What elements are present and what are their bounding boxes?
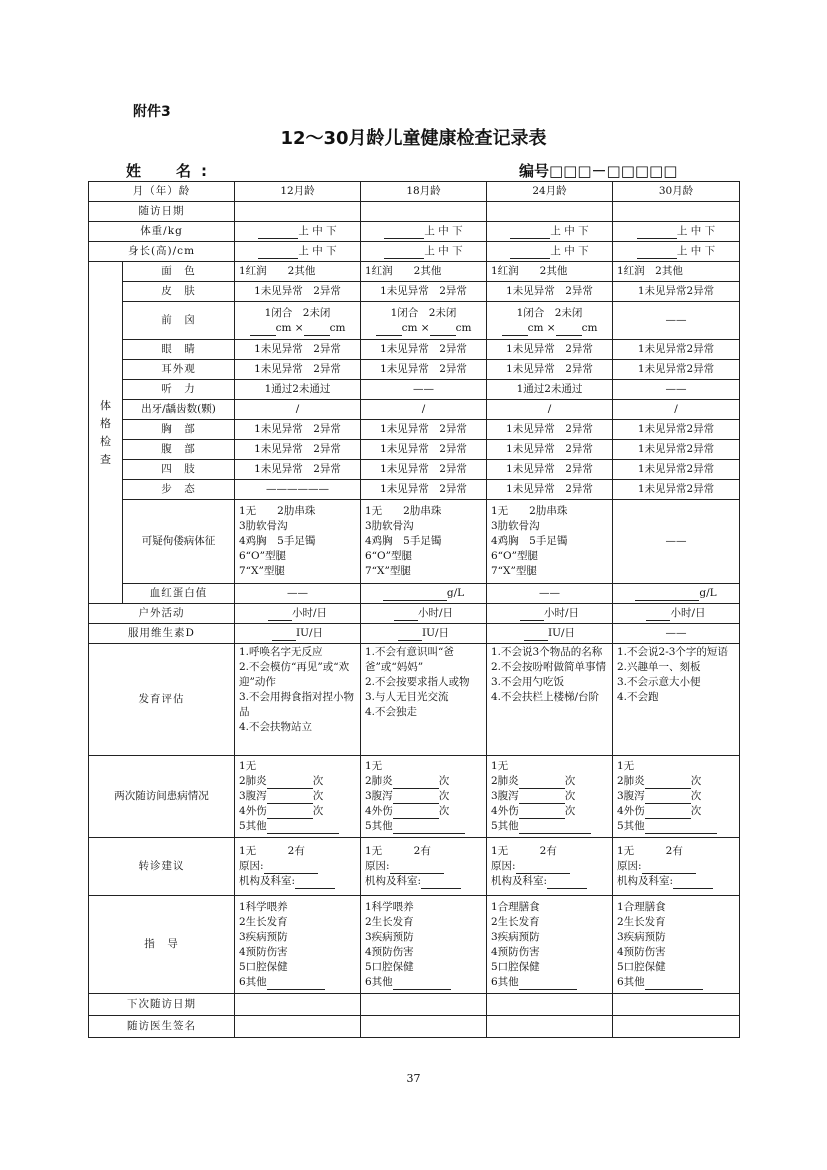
fontanelle-cell[interactable] [235, 302, 361, 340]
illness-item: 5其他 [491, 820, 519, 832]
referral-institution: 机构及科室: [617, 875, 674, 887]
development-label: 发育评估 [89, 644, 235, 756]
fontanelle-unit: cm [581, 321, 598, 334]
guidance-items: 1合理膳食 2生长发育 3疾病预防 4预防伤害 5口腔保健 [617, 900, 666, 973]
illness-item: 1无 [617, 760, 635, 772]
illness-item: 1无 [365, 760, 383, 772]
table-row [89, 400, 740, 420]
illness-item: 3腹泻 [365, 790, 393, 802]
table-row [89, 896, 740, 994]
illness-unit: 次 [690, 775, 702, 787]
visit-date-label: 随访日期 [89, 202, 235, 222]
height-options: 上 中 下 [424, 245, 463, 257]
table-row [89, 380, 740, 400]
referral-cell[interactable] [235, 838, 361, 896]
development-cell[interactable]: 1.呼唤名字无反应 2.不会模仿“再见”或“欢迎”动作 3.不会用拇食指对捏小物品 4.不会扶物站立 [235, 644, 361, 756]
limbs-cell[interactable]: 1未见异常2异常 [613, 460, 740, 480]
number-label: 编号□□□－□□□□□ [519, 162, 678, 180]
hearing-cell[interactable]: 1通过2未通过 [487, 380, 613, 400]
teeth-label: 出牙/龋齿数(颗) [123, 400, 235, 420]
weight-cell[interactable] [613, 222, 740, 242]
ears-cell[interactable]: 1未见异常 2异常 [235, 360, 361, 380]
body-check-char: 格 [100, 416, 111, 430]
doctor-signature-cell[interactable] [235, 1016, 361, 1038]
skin-cell[interactable]: 1未见异常2异常 [613, 282, 740, 302]
referral-institution: 机构及科室: [365, 875, 422, 887]
illness-unit: 次 [438, 805, 450, 817]
age-col-18: 18月龄 [361, 182, 487, 202]
abdomen-cell[interactable]: 1未见异常 2异常 [487, 440, 613, 460]
fontanelle-cell: —— [613, 302, 740, 340]
ears-cell[interactable]: 1未见异常 2异常 [361, 360, 487, 380]
visit-date-cell[interactable] [235, 202, 361, 222]
illness-cell[interactable] [487, 756, 613, 838]
outdoor-cell[interactable] [235, 604, 361, 624]
chest-cell[interactable]: 1未见异常 2异常 [235, 420, 361, 440]
hemoglobin-unit: g/L [699, 587, 717, 599]
chest-cell[interactable]: 1未见异常2异常 [613, 420, 740, 440]
guidance-other: 6其他 [491, 975, 519, 988]
illness-unit: 次 [312, 790, 324, 802]
weight-cell[interactable] [361, 222, 487, 242]
table-row [89, 624, 740, 644]
illness-cell[interactable] [613, 756, 740, 838]
face-cell[interactable]: 1红润 2其他 [487, 262, 613, 282]
rickets-cell[interactable]: 1无 2肋串珠 3肋软骨沟 4鸡胸 5手足镯 6“O”型腿 7“X”型腿 [487, 500, 613, 584]
referral-reason: 原因: [491, 860, 516, 872]
next-visit-cell[interactable] [361, 994, 487, 1016]
illness-unit: 次 [690, 805, 702, 817]
rickets-label: 可疑佝偻病体征 [123, 500, 235, 584]
teeth-cell[interactable]: / [613, 400, 740, 420]
face-cell[interactable]: 1红润 2其他 [613, 262, 740, 282]
illness-item: 1无 [239, 760, 257, 772]
chest-cell[interactable]: 1未见异常 2异常 [487, 420, 613, 440]
height-label: 身长(高)/cm [89, 242, 235, 262]
table-row [89, 202, 740, 222]
gait-label: 步 态 [123, 480, 235, 500]
outdoor-unit: 小时/日 [670, 607, 706, 619]
doctor-signature-cell[interactable] [361, 1016, 487, 1038]
referral-reason: 原因: [239, 860, 264, 872]
referral-options: 1无 2有 [239, 845, 305, 857]
guidance-cell[interactable] [235, 896, 361, 994]
height-cell[interactable] [361, 242, 487, 262]
limbs-cell[interactable]: 1未见异常 2异常 [487, 460, 613, 480]
face-cell[interactable]: 1红润 2其他 [361, 262, 487, 282]
fontanelle-options: 1闭合 2未闭 [390, 306, 457, 319]
referral-options: 1无 2有 [365, 845, 431, 857]
referral-reason: 原因: [617, 860, 642, 872]
table-row [89, 440, 740, 460]
hemoglobin-cell: —— [487, 584, 613, 604]
height-cell[interactable] [487, 242, 613, 262]
body-check-char: 体 [100, 398, 111, 412]
fontanelle-unit: cm [329, 321, 346, 334]
doctor-signature-cell[interactable] [487, 1016, 613, 1038]
illness-cell[interactable] [361, 756, 487, 838]
page-number: 37 [406, 1072, 421, 1085]
vitamin-d-cell[interactable] [361, 624, 487, 644]
outdoor-label: 户外活动 [89, 604, 235, 624]
vitamin-d-cell[interactable] [487, 624, 613, 644]
eyes-cell[interactable]: 1未见异常 2异常 [361, 340, 487, 360]
illness-item: 2肺炎 [617, 775, 645, 787]
fontanelle-label: 前 囟 [123, 302, 235, 340]
ears-cell[interactable]: 1未见异常 2异常 [487, 360, 613, 380]
next-visit-label: 下次随访日期 [89, 994, 235, 1016]
name-label: 姓 名: [126, 162, 217, 180]
referral-cell[interactable] [487, 838, 613, 896]
illness-item: 4外伤 [239, 805, 267, 817]
limbs-cell[interactable]: 1未见异常 2异常 [361, 460, 487, 480]
height-cell[interactable] [235, 242, 361, 262]
guidance-label: 指 导 [89, 896, 235, 994]
weight-options: 上 中 下 [676, 225, 716, 237]
teeth-cell[interactable]: / [487, 400, 613, 420]
gait-cell[interactable]: 1未见异常 2异常 [487, 480, 613, 500]
hemoglobin-label: 血红蛋白值 [123, 584, 235, 604]
table-row [89, 500, 740, 584]
table-row [89, 360, 740, 380]
table-row [89, 340, 740, 360]
illness-unit: 次 [438, 790, 450, 802]
referral-reason: 原因: [365, 860, 390, 872]
body-check-char: 查 [100, 452, 111, 466]
rickets-cell: —— [613, 500, 740, 584]
illness-item: 3腹泻 [491, 790, 519, 802]
table-row [89, 644, 740, 756]
height-options: 上 中 下 [298, 245, 337, 257]
development-cell[interactable]: 1.不会有意识叫“爸爸”或“妈妈” 2.不会按要求指人或物 3.与人无目光交流 4.不会独走 [361, 644, 487, 756]
hearing-cell: —— [361, 380, 487, 400]
teeth-cell[interactable]: / [235, 400, 361, 420]
skin-cell[interactable]: 1未见异常 2异常 [487, 282, 613, 302]
rickets-cell[interactable]: 1无 2肋串珠 3肋软骨沟 4鸡胸 5手足镯 6“O”型腿 7“X”型腿 [235, 500, 361, 584]
age-col-24: 24月龄 [487, 182, 613, 202]
abdomen-cell[interactable]: 1未见异常2异常 [613, 440, 740, 460]
referral-cell[interactable] [613, 838, 740, 896]
outdoor-unit: 小时/日 [417, 607, 454, 619]
illness-item: 5其他 [239, 820, 267, 832]
limbs-cell[interactable]: 1未见异常 2异常 [235, 460, 361, 480]
abdomen-cell[interactable]: 1未见异常 2异常 [235, 440, 361, 460]
abdomen-label: 腹 部 [123, 440, 235, 460]
table-row [89, 420, 740, 440]
outdoor-unit: 小时/日 [543, 607, 580, 619]
illness-item: 3腹泻 [617, 790, 645, 802]
guidance-cell[interactable] [361, 896, 487, 994]
referral-label: 转诊建议 [89, 838, 235, 896]
hemoglobin-unit: g/L [446, 587, 465, 599]
outdoor-unit: 小时/日 [291, 607, 328, 619]
illness-cell[interactable] [235, 756, 361, 838]
vitamin-d-label: 服用维生素D [89, 624, 235, 644]
skin-label: 皮 肤 [123, 282, 235, 302]
hemoglobin-cell[interactable] [361, 584, 487, 604]
illness-item: 2肺炎 [365, 775, 393, 787]
table-row [89, 182, 740, 202]
referral-options: 1无 2有 [491, 845, 557, 857]
eyes-cell[interactable]: 1未见异常 2异常 [235, 340, 361, 360]
doctor-signature-label: 随访医生签名 [89, 1016, 235, 1038]
fontanelle-options: 1闭合 2未闭 [516, 306, 583, 319]
illness-unit: 次 [564, 805, 576, 817]
referral-institution: 机构及科室: [239, 875, 296, 887]
doctor-signature-cell[interactable] [613, 1016, 740, 1038]
illness-unit: 次 [312, 805, 324, 817]
development-cell[interactable]: 1.不会说2-3个字的短语 2.兴趣单一、刻板 3.不会示意大小便 4.不会跑 [613, 644, 740, 756]
development-cell[interactable]: 1.不会说3个物品的名称 2.不会按吩咐做简单事情 3.不会用勺吃饭 4.不会扶栏上楼梯/台阶 [487, 644, 613, 756]
age-col-12: 12月龄 [235, 182, 361, 202]
table-row [89, 460, 740, 480]
outdoor-cell[interactable] [361, 604, 487, 624]
fontanelle-unit: cm × [527, 321, 556, 334]
illness-item: 5其他 [365, 820, 393, 832]
hearing-cell[interactable]: 1通过2未通过 [235, 380, 361, 400]
illness-unit: 次 [564, 775, 576, 787]
skin-cell[interactable]: 1未见异常 2异常 [235, 282, 361, 302]
outdoor-cell[interactable] [487, 604, 613, 624]
referral-institution: 机构及科室: [491, 875, 548, 887]
vitamin-d-unit: IU/日 [295, 627, 324, 639]
table-row [89, 242, 740, 262]
face-cell[interactable]: 1红润 2其他 [235, 262, 361, 282]
hearing-cell: —— [613, 380, 740, 400]
health-check-table [88, 181, 740, 1038]
weight-cell[interactable] [487, 222, 613, 242]
table-row [89, 604, 740, 624]
limbs-label: 四 肢 [123, 460, 235, 480]
age-col-30: 30月龄 [613, 182, 740, 202]
table-row [89, 1016, 740, 1038]
height-cell[interactable] [613, 242, 740, 262]
guidance-cell[interactable] [487, 896, 613, 994]
illness-label: 两次随访间患病情况 [89, 756, 235, 838]
illness-item: 3腹泻 [239, 790, 267, 802]
guidance-cell[interactable] [613, 896, 740, 994]
gait-cell: —————— [235, 480, 361, 500]
illness-item: 2肺炎 [239, 775, 267, 787]
illness-unit: 次 [438, 775, 450, 787]
illness-item: 5其他 [617, 820, 645, 832]
illness-item: 2肺炎 [491, 775, 519, 787]
guidance-other: 6其他 [365, 975, 393, 988]
gait-cell[interactable]: 1未见异常2异常 [613, 480, 740, 500]
illness-item: 4外伤 [617, 805, 645, 817]
hearing-label: 听 力 [123, 380, 235, 400]
referral-cell[interactable] [361, 838, 487, 896]
face-label: 面 色 [123, 262, 235, 282]
table-row [89, 756, 740, 838]
height-options: 上 中 下 [676, 245, 716, 257]
guidance-items: 1科学喂养 2生长发育 3疾病预防 4预防伤害 5口腔保健 [365, 900, 414, 973]
gait-cell[interactable]: 1未见异常 2异常 [361, 480, 487, 500]
visit-date-cell[interactable] [613, 202, 740, 222]
guidance-other: 6其他 [617, 975, 645, 988]
fontanelle-cell[interactable] [361, 302, 487, 340]
next-visit-cell[interactable] [235, 994, 361, 1016]
vitamin-d-unit: IU/日 [547, 627, 576, 639]
eyes-cell[interactable]: 1未见异常 2异常 [487, 340, 613, 360]
hemoglobin-cell[interactable] [613, 584, 740, 604]
weight-label: 体重/kg [89, 222, 235, 242]
chest-cell[interactable]: 1未见异常 2异常 [361, 420, 487, 440]
chest-label: 胸 部 [123, 420, 235, 440]
fontanelle-unit: cm × [401, 321, 430, 334]
next-visit-cell[interactable] [487, 994, 613, 1016]
ears-label: 耳外观 [123, 360, 235, 380]
ears-cell[interactable]: 1未见异常2异常 [613, 360, 740, 380]
eyes-cell[interactable]: 1未见异常2异常 [613, 340, 740, 360]
weight-options: 上 中 下 [424, 225, 463, 237]
fontanelle-options: 1闭合 2未闭 [264, 306, 331, 319]
table-row [89, 282, 740, 302]
visit-date-cell[interactable] [361, 202, 487, 222]
illness-item: 1无 [491, 760, 509, 772]
visit-date-cell[interactable] [487, 202, 613, 222]
table-row [89, 222, 740, 242]
fontanelle-unit: cm [455, 321, 472, 334]
illness-unit: 次 [690, 790, 702, 802]
illness-item: 4外伤 [365, 805, 393, 817]
referral-options: 1无 2有 [617, 845, 683, 857]
table-row [89, 262, 740, 282]
outdoor-cell[interactable] [613, 604, 740, 624]
weight-options: 上 中 下 [298, 225, 337, 237]
rickets-cell[interactable]: 1无 2肋串珠 3肋软骨沟 4鸡胸 5手足镯 6“O”型腿 7“X”型腿 [361, 500, 487, 584]
table-row [89, 302, 740, 340]
hemoglobin-cell: —— [235, 584, 361, 604]
table-row [89, 480, 740, 500]
age-header: 月（年）龄 [89, 182, 235, 202]
illness-unit: 次 [564, 790, 576, 802]
guidance-items: 1合理膳食 2生长发育 3疾病预防 4预防伤害 5口腔保健 [491, 900, 540, 973]
abdomen-cell[interactable]: 1未见异常 2异常 [361, 440, 487, 460]
illness-unit: 次 [312, 775, 324, 787]
fontanelle-cell[interactable] [487, 302, 613, 340]
skin-cell[interactable]: 1未见异常 2异常 [361, 282, 487, 302]
attachment-label: 附件3 [133, 104, 171, 120]
height-options: 上 中 下 [550, 245, 589, 257]
teeth-cell[interactable]: / [361, 400, 487, 420]
next-visit-cell[interactable] [613, 994, 740, 1016]
weight-options: 上 中 下 [550, 225, 589, 237]
weight-cell[interactable] [235, 222, 361, 242]
vitamin-d-cell: —— [613, 624, 740, 644]
body-check-label [89, 262, 123, 604]
table-row [89, 584, 740, 604]
guidance-other: 6其他 [239, 975, 267, 988]
eyes-label: 眼 睛 [123, 340, 235, 360]
illness-item: 4外伤 [491, 805, 519, 817]
fontanelle-unit: cm × [275, 321, 304, 334]
table-row [89, 838, 740, 896]
body-check-char: 检 [100, 434, 111, 448]
form-title: 12～30月龄儿童健康检查记录表 [280, 128, 547, 149]
vitamin-d-cell[interactable] [235, 624, 361, 644]
vitamin-d-unit: IU/日 [421, 627, 450, 639]
guidance-items: 1科学喂养 2生长发育 3疾病预防 4预防伤害 5口腔保健 [239, 900, 288, 973]
table-row [89, 994, 740, 1016]
